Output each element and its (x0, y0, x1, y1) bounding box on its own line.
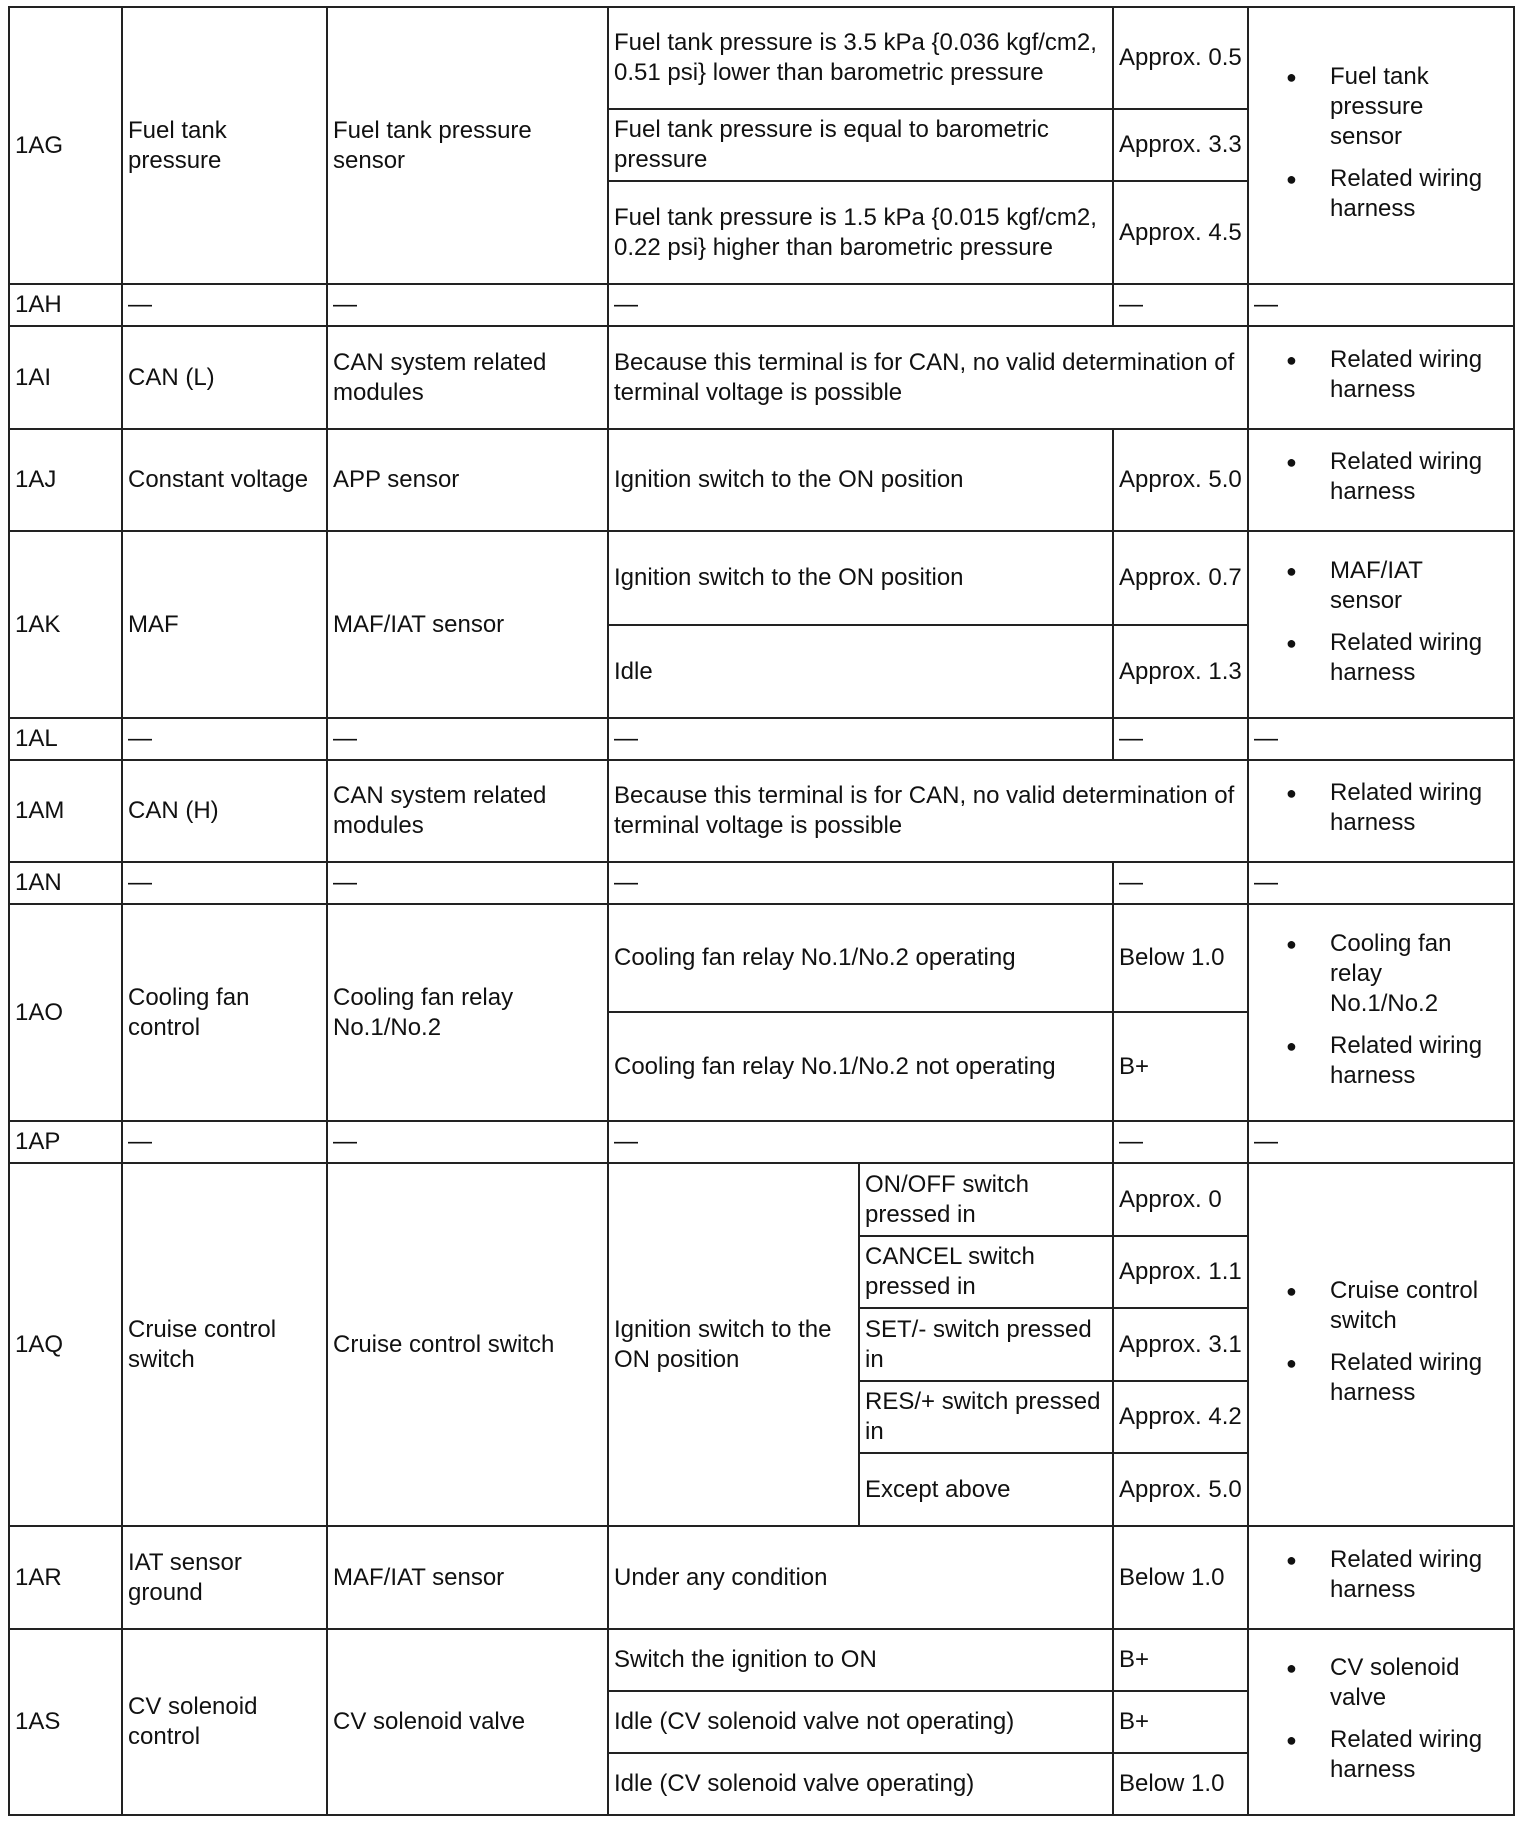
connected-to-cell: Cruise control switch (327, 1163, 608, 1526)
inspection-item: ● Related wiring harness (1330, 1348, 1508, 1408)
terminal-id: 1AK (9, 531, 122, 718)
inspection-item: ● Related wiring harness (1330, 1725, 1508, 1785)
condition-cell: Idle (608, 625, 1113, 718)
table-row (9, 531, 1514, 625)
dash-cell: — (1248, 284, 1514, 326)
inspection-list (1254, 1276, 1508, 1408)
voltage-cell: Approx. 1.1 (1113, 1236, 1248, 1308)
inspection-cell (1248, 760, 1514, 862)
inspection-item: ● Related wiring harness (1330, 447, 1508, 507)
subcondition-cell: RES/+ switch pressed in (859, 1381, 1113, 1453)
condition-cell: Fuel tank pressure is equal to barometric pressure (608, 109, 1113, 181)
inspection-cell (1248, 1163, 1514, 1526)
inspection-cell (1248, 531, 1514, 718)
terminal-id: 1AM (9, 760, 122, 862)
table-row (9, 904, 1514, 1012)
connected-to-cell: APP sensor (327, 429, 608, 531)
inspection-list (1254, 62, 1508, 224)
inspection-cell (1248, 7, 1514, 284)
table-row (9, 862, 1514, 904)
voltage-cell: Below 1.0 (1113, 1753, 1248, 1815)
dash-cell: — (122, 718, 327, 760)
inspection-item: ● MAF/IAT sensor (1330, 556, 1508, 616)
voltage-cell: B+ (1113, 1012, 1248, 1121)
terminal-id: 1AJ (9, 429, 122, 531)
inspection-list (1254, 778, 1508, 838)
voltage-cell: Approx. 0.7 (1113, 531, 1248, 625)
dash-cell: — (327, 718, 608, 760)
inspection-list (1254, 556, 1508, 688)
note-cell: Because this terminal is for CAN, no valid determination of terminal voltage is possible (608, 760, 1248, 862)
dash-cell: — (122, 284, 327, 326)
terminal-id: 1AP (9, 1121, 122, 1163)
subcondition-cell: Except above (859, 1453, 1113, 1526)
inspection-item: ● Related wiring harness (1330, 628, 1508, 688)
inspection-item: ● Related wiring harness (1330, 778, 1508, 838)
voltage-cell: Approx. 4.2 (1113, 1381, 1248, 1453)
condition-cell: Cooling fan relay No.1/No.2 operating (608, 904, 1113, 1012)
voltage-cell: Below 1.0 (1113, 1526, 1248, 1629)
dash-cell: — (608, 284, 1113, 326)
table-row (9, 718, 1514, 760)
table-row (9, 326, 1514, 429)
dash-cell: — (608, 862, 1113, 904)
connected-to-cell: MAF/IAT sensor (327, 1526, 608, 1629)
signal-cell: MAF (122, 531, 327, 718)
voltage-cell: Approx. 1.3 (1113, 625, 1248, 718)
dash-cell: — (122, 1121, 327, 1163)
connected-to-cell: MAF/IAT sensor (327, 531, 608, 718)
voltage-cell: B+ (1113, 1629, 1248, 1691)
signal-cell: Cruise control switch (122, 1163, 327, 1526)
signal-cell: Fuel tank pressure (122, 7, 327, 284)
inspection-list (1254, 447, 1508, 507)
dash-cell: — (1248, 1121, 1514, 1163)
inspection-item: ● Fuel tank pressure sensor (1330, 62, 1508, 152)
inspection-cell (1248, 429, 1514, 531)
voltage-cell: Approx. 0 (1113, 1163, 1248, 1236)
terminal-id: 1AG (9, 7, 122, 284)
condition-cell: Ignition switch to the ON position (608, 1163, 859, 1526)
signal-cell: Constant voltage (122, 429, 327, 531)
dash-cell: — (1113, 862, 1248, 904)
signal-cell: CV solenoid control (122, 1629, 327, 1815)
signal-cell: CAN (H) (122, 760, 327, 862)
table-row (9, 1629, 1514, 1691)
voltage-cell: Approx. 3.1 (1113, 1308, 1248, 1381)
condition-cell: Idle (CV solenoid valve not operating) (608, 1691, 1113, 1753)
voltage-cell: B+ (1113, 1691, 1248, 1753)
dash-cell: — (1248, 862, 1514, 904)
condition-cell: Ignition switch to the ON position (608, 429, 1113, 531)
inspection-item: ● Related wiring harness (1330, 1031, 1508, 1091)
table-row (9, 1121, 1514, 1163)
condition-cell: Ignition switch to the ON position (608, 531, 1113, 625)
condition-cell: Fuel tank pressure is 3.5 kPa {0.036 kgf/cm2, 0.51 psi} lower than barometric pressure (608, 7, 1113, 109)
dash-cell: — (1113, 718, 1248, 760)
table-row (9, 7, 1514, 109)
inspection-cell (1248, 326, 1514, 429)
inspection-list (1254, 929, 1508, 1091)
terminal-id: 1AI (9, 326, 122, 429)
condition-cell: Switch the ignition to ON (608, 1629, 1113, 1691)
inspection-item: ● Cruise control switch (1330, 1276, 1508, 1336)
inspection-item: ● Related wiring harness (1330, 164, 1508, 224)
subcondition-cell: ON/OFF switch pressed in (859, 1163, 1113, 1236)
voltage-cell: Approx. 4.5 (1113, 181, 1248, 284)
voltage-cell: Below 1.0 (1113, 904, 1248, 1012)
signal-cell: CAN (L) (122, 326, 327, 429)
inspection-item: ● CV solenoid valve (1330, 1653, 1508, 1713)
dash-cell: — (1113, 284, 1248, 326)
voltage-cell: Approx. 5.0 (1113, 1453, 1248, 1526)
table-row (9, 1526, 1514, 1629)
table-row (9, 284, 1514, 326)
terminal-id: 1AN (9, 862, 122, 904)
connected-to-cell: CV solenoid valve (327, 1629, 608, 1815)
terminal-id: 1AS (9, 1629, 122, 1815)
subcondition-cell: SET/- switch pressed in (859, 1308, 1113, 1381)
connected-to-cell: CAN system related modules (327, 326, 608, 429)
dash-cell: — (608, 718, 1113, 760)
inspection-item: ● Cooling fan relay No.1/No.2 (1330, 929, 1508, 1019)
inspection-list (1254, 1653, 1508, 1785)
dash-cell: — (608, 1121, 1113, 1163)
dash-cell: — (1113, 1121, 1248, 1163)
table-row (9, 429, 1514, 531)
signal-cell: Cooling fan control (122, 904, 327, 1121)
inspection-list (1254, 345, 1508, 405)
voltage-cell: Approx. 0.5 (1113, 7, 1248, 109)
dash-cell: — (327, 1121, 608, 1163)
table-row (9, 760, 1514, 862)
inspection-cell (1248, 1629, 1514, 1815)
dash-cell: — (327, 862, 608, 904)
signal-cell: IAT sensor ground (122, 1526, 327, 1629)
condition-cell: Fuel tank pressure is 1.5 kPa {0.015 kgf/cm2, 0.22 psi} higher than barometric pressure (608, 181, 1113, 284)
note-cell: Because this terminal is for CAN, no valid determination of terminal voltage is possible (608, 326, 1248, 429)
terminal-id: 1AH (9, 284, 122, 326)
dash-cell: — (1248, 718, 1514, 760)
inspection-item: ● Related wiring harness (1330, 345, 1508, 405)
condition-cell: Idle (CV solenoid valve operating) (608, 1753, 1113, 1815)
terminal-id: 1AR (9, 1526, 122, 1629)
inspection-cell (1248, 1526, 1514, 1629)
connected-to-cell: Fuel tank pressure sensor (327, 7, 608, 284)
condition-cell: Under any condition (608, 1526, 1113, 1629)
connected-to-cell: Cooling fan relay No.1/No.2 (327, 904, 608, 1121)
voltage-cell: Approx. 3.3 (1113, 109, 1248, 181)
terminal-id: 1AQ (9, 1163, 122, 1526)
condition-cell: Cooling fan relay No.1/No.2 not operating (608, 1012, 1113, 1121)
voltage-cell: Approx. 5.0 (1113, 429, 1248, 531)
terminal-id: 1AL (9, 718, 122, 760)
dash-cell: — (327, 284, 608, 326)
subcondition-cell: CANCEL switch pressed in (859, 1236, 1113, 1308)
connected-to-cell: CAN system related modules (327, 760, 608, 862)
inspection-list (1254, 1545, 1508, 1605)
terminal-id: 1AO (9, 904, 122, 1121)
inspection-item: ● Related wiring harness (1330, 1545, 1508, 1605)
terminal-voltage-table (8, 6, 1515, 1816)
inspection-cell (1248, 904, 1514, 1121)
table-row (9, 1163, 1514, 1236)
dash-cell: — (122, 862, 327, 904)
